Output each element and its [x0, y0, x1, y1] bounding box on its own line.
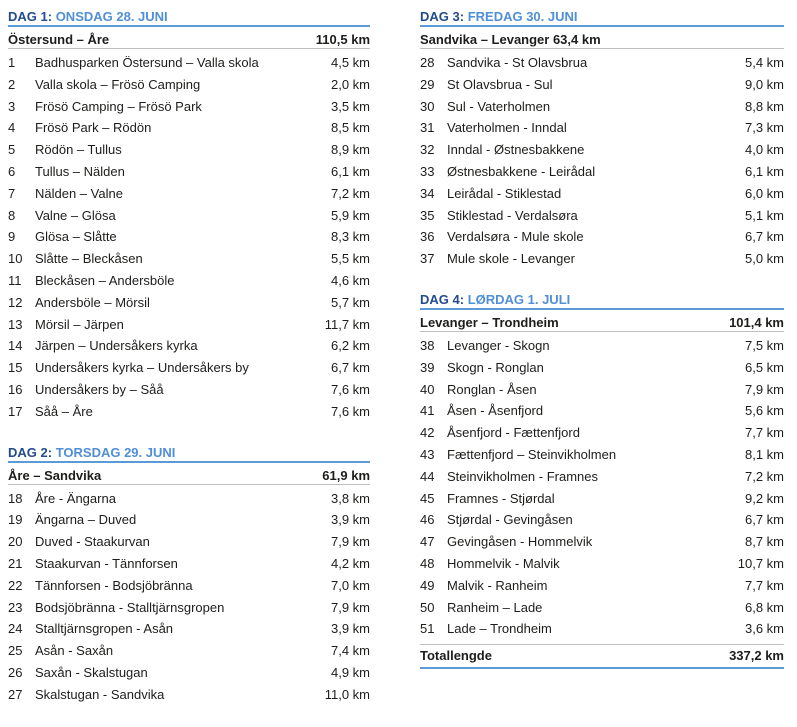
stage-distance: 4,0 km [744, 142, 784, 158]
stage-name: Valla skola – Frösö Camping [35, 76, 201, 92]
stage-number: 14 [8, 338, 23, 354]
stage-distance: 8,9 km [330, 142, 370, 158]
stage-number: 42 [420, 425, 435, 441]
stage-distance: 7,9 km [744, 381, 784, 397]
stage-name: Inndal - Østnesbakkene [447, 142, 585, 158]
stage-distance: 7,2 km [330, 185, 370, 201]
day-date: FREDAG 30. JUNI [467, 9, 578, 24]
stage-number: 22 [8, 577, 23, 593]
stage-number: 9 [8, 229, 16, 245]
stage-distance: 6,2 km [330, 338, 370, 354]
stage-distance: 4,5 km [330, 55, 370, 70]
stage-name: Åsen - Åsenfjord [447, 403, 544, 419]
stage-name: Tullus – Nälden [35, 163, 125, 179]
day-2-section [8, 444, 370, 706]
stage-row [8, 183, 370, 205]
stage-distance: 5,1 km [744, 207, 784, 223]
stage-distance: 4,2 km [330, 555, 370, 571]
stage-number: 37 [420, 251, 435, 267]
stage-row [420, 553, 784, 575]
stage-number: 50 [420, 599, 435, 615]
stage-name: Saxån - Skalstugan [35, 664, 148, 680]
stage-distance: 7,5 km [744, 337, 784, 353]
stage-row [420, 52, 784, 74]
stage-name: Leirådal - Stiklestad [447, 185, 562, 201]
stage-distance: 7,9 km [330, 534, 370, 550]
stage-name: Skogn - Ronglan [447, 359, 544, 375]
stage-name: Slåtte – Bleckåsen [35, 251, 143, 267]
stage-distance: 2,0 km [330, 76, 370, 92]
total-value: 337,2 km [729, 648, 784, 664]
stage-number: 2 [8, 76, 16, 92]
stage-number: 49 [420, 577, 435, 593]
stage-row [420, 400, 784, 422]
stage-number: 38 [420, 337, 435, 353]
stage-number: 48 [420, 555, 435, 571]
stage-name: Nälden – Valne [35, 185, 123, 201]
right-column [420, 8, 784, 690]
stage-row [420, 161, 784, 183]
stage-number: 24 [8, 621, 23, 637]
stage-name: Skalstugan - Sandvika [35, 686, 165, 702]
stage-number: 8 [8, 207, 16, 223]
stage-distance: 7,7 km [744, 425, 784, 441]
stage-name: Bleckåsen – Andersböle [35, 272, 175, 288]
stage-number: 39 [420, 359, 435, 375]
day-label: DAG 4: [420, 291, 465, 307]
stage-list [8, 488, 370, 706]
stage-distance: 7,0 km [330, 577, 370, 593]
stage-row [420, 139, 784, 161]
stage-distance: 3,9 km [330, 512, 370, 528]
stage-name: Framnes - Stjørdal [447, 490, 555, 506]
stage-number: 6 [8, 163, 16, 179]
stage-number: 7 [8, 185, 16, 201]
stage-name: Sandvika - St Olavsbrua [447, 55, 588, 70]
stage-number: 5 [8, 142, 16, 158]
stage-number: 34 [420, 185, 435, 201]
stage-number: 36 [420, 229, 435, 245]
stage-number: 40 [420, 381, 435, 397]
stage-name: Ranheim – Lade [447, 599, 543, 615]
stage-row [420, 618, 784, 640]
stage-row [420, 226, 784, 248]
stage-number: 25 [8, 643, 23, 659]
stage-row [8, 553, 370, 575]
stage-row [420, 205, 784, 227]
stage-name: Frösö Park – Rödön [35, 120, 152, 136]
stage-number: 51 [420, 621, 435, 637]
stage-distance: 7,3 km [744, 120, 784, 136]
stage-row [420, 531, 784, 553]
stage-row [8, 597, 370, 619]
day-label: DAG 1: [8, 9, 53, 24]
stage-name: Badhusparken Östersund – Valla skola [35, 55, 259, 70]
stage-name: Gevingåsen - Hommelvik [447, 534, 593, 550]
stage-distance: 7,6 km [330, 381, 370, 397]
stage-name: St Olavsbrua - Sul [447, 76, 553, 92]
stage-distance: 10,7 km [737, 555, 784, 571]
stage-name: Rödön – Tullus [35, 142, 122, 158]
route-header [420, 31, 784, 49]
stage-number: 3 [8, 98, 16, 114]
stage-number: 44 [420, 468, 435, 484]
stage-number: 12 [8, 294, 23, 310]
day-date: LØRDAG 1. JULI [467, 291, 571, 307]
stage-name: Duved - Staakurvan [35, 534, 150, 550]
stage-distance: 5,6 km [744, 403, 784, 419]
stage-name: Stjørdal - Gevingåsen [447, 512, 573, 528]
stage-name: Åsenfjord - Fættenfjord [447, 425, 580, 441]
stage-name: Vaterholmen - Inndal [447, 120, 567, 136]
stage-name: Frösö Camping – Frösö Park [35, 98, 202, 114]
stage-row [420, 248, 784, 270]
stage-name: Ronglan - Åsen [447, 381, 537, 397]
stage-name: Stiklestad - Verdalsøra [447, 207, 578, 223]
stage-name: Mörsil – Järpen [35, 316, 124, 332]
left-column [8, 8, 370, 727]
route-name: Sandvika – Levanger 63,4 km [420, 32, 601, 47]
stage-distance: 3,9 km [330, 621, 370, 637]
stage-distance: 7,4 km [330, 643, 370, 659]
day-label: DAG 2: [8, 444, 53, 460]
stage-row [8, 270, 370, 292]
stage-name: Mule skole - Levanger [447, 251, 575, 267]
day-1-heading [8, 8, 370, 27]
stage-name: Såå – Åre [35, 403, 93, 419]
stage-distance: 6,5 km [744, 359, 784, 375]
stage-row [8, 575, 370, 597]
stage-row [420, 335, 784, 357]
stage-number: 32 [420, 142, 435, 158]
stage-number: 41 [420, 403, 435, 419]
stage-distance: 8,5 km [330, 120, 370, 136]
stage-name: Staakurvan - Tännforsen [35, 555, 178, 571]
stage-row [8, 74, 370, 96]
stage-name: Levanger - Skogn [447, 337, 550, 353]
stage-distance: 6,7 km [744, 229, 784, 245]
stage-name: Sul - Vaterholmen [447, 98, 551, 114]
stage-distance: 3,8 km [330, 490, 370, 506]
stage-number: 47 [420, 534, 435, 550]
stage-row [8, 96, 370, 118]
stage-row [8, 488, 370, 510]
stage-row [8, 401, 370, 423]
stage-distance: 6,7 km [330, 360, 370, 376]
stage-distance: 7,9 km [330, 599, 370, 615]
route-name: Östersund – Åre [8, 32, 110, 47]
stage-number: 10 [8, 251, 23, 267]
stage-row [8, 117, 370, 139]
stage-number: 26 [8, 664, 23, 680]
stage-row [420, 379, 784, 401]
stage-number: 43 [420, 446, 435, 462]
stage-row [420, 575, 784, 597]
total-label: Totallengde [420, 648, 492, 664]
stage-distance: 9,2 km [744, 490, 784, 506]
stage-name: Malvik - Ranheim [447, 577, 548, 593]
route-name: Levanger – Trondheim [420, 314, 559, 330]
stage-name: Hommelvik - Malvik [447, 555, 560, 571]
day-4-heading [420, 291, 784, 310]
stage-distance: 6,0 km [744, 185, 784, 201]
stage-row [8, 161, 370, 183]
stage-row [8, 226, 370, 248]
day-1-section [8, 8, 370, 423]
stage-name: Bodsjöbränna - Stalltjärnsgropen [35, 599, 225, 615]
stage-name: Undersåkers kyrka – Undersåkers by [35, 360, 249, 376]
stage-number: 4 [8, 120, 16, 136]
stage-number: 13 [8, 316, 23, 332]
stage-number: 27 [8, 686, 23, 702]
stage-distance: 8,1 km [744, 446, 784, 462]
stage-list [8, 52, 370, 423]
stage-row [8, 314, 370, 336]
stage-row [8, 139, 370, 161]
route-header [8, 31, 370, 49]
day-3-section [420, 8, 784, 270]
day-3-heading [420, 8, 784, 27]
stage-number: 1 [8, 55, 16, 70]
stage-list [420, 335, 784, 640]
stage-row [420, 96, 784, 118]
stage-row [8, 52, 370, 74]
stage-number: 15 [8, 360, 23, 376]
stage-name: Åre - Ängarna [35, 490, 116, 506]
stage-row [420, 357, 784, 379]
stage-row [8, 684, 370, 706]
stage-distance: 11,0 km [324, 686, 370, 702]
stage-name: Järpen – Undersåkers kyrka [35, 338, 198, 354]
route-total: 110,5 km [315, 32, 370, 47]
stage-name: Østnesbakkene - Leirådal [447, 163, 596, 179]
stage-name: Steinvikholmen - Framnes [447, 468, 598, 484]
stage-distance: 5,7 km [330, 294, 370, 310]
stage-name: Ängarna – Duved [35, 512, 137, 528]
stage-distance: 6,7 km [744, 512, 784, 528]
stage-row [8, 248, 370, 270]
stage-distance: 8,3 km [330, 229, 370, 245]
stage-number: 35 [420, 207, 435, 223]
stage-row [420, 117, 784, 139]
stage-distance: 5,0 km [744, 251, 784, 267]
stage-number: 23 [8, 599, 23, 615]
stage-row [420, 466, 784, 488]
stage-number: 29 [420, 76, 435, 92]
stage-row [8, 662, 370, 684]
stage-name: Stalltjärnsgropen - Asån [35, 621, 174, 637]
stage-row [8, 640, 370, 662]
stage-name: Tännforsen - Bodsjöbränna [35, 577, 193, 593]
stage-row [8, 335, 370, 357]
stage-row [8, 357, 370, 379]
stage-distance: 6,1 km [744, 163, 784, 179]
stage-distance: 8,7 km [744, 534, 784, 550]
stage-number: 18 [8, 490, 23, 506]
route-name: Åre – Sandvika [8, 467, 102, 483]
stage-row [420, 597, 784, 619]
total-length-row [420, 644, 784, 669]
stage-distance: 5,9 km [330, 207, 370, 223]
stage-distance: 9,0 km [744, 76, 784, 92]
stage-distance: 3,6 km [744, 621, 784, 637]
stage-number: 11 [8, 272, 22, 288]
stage-row [420, 444, 784, 466]
stage-number: 20 [8, 534, 23, 550]
stage-number: 46 [420, 512, 435, 528]
stage-row [8, 205, 370, 227]
stage-distance: 7,2 km [744, 468, 784, 484]
stage-list [420, 52, 784, 270]
stage-row [420, 509, 784, 531]
stage-row [8, 618, 370, 640]
stage-number: 21 [8, 555, 23, 571]
stage-distance: 3,5 km [330, 98, 370, 114]
stage-row [8, 379, 370, 401]
stage-distance: 4,9 km [330, 664, 370, 680]
stage-name: Glösa – Slåtte [35, 229, 117, 245]
stage-row [420, 74, 784, 96]
stage-row [420, 422, 784, 444]
stage-distance: 5,5 km [330, 251, 370, 267]
day-2-heading [8, 444, 370, 463]
route-total: 101,4 km [729, 314, 784, 330]
stage-name: Valne – Glösa [35, 207, 116, 223]
stage-distance: 5,4 km [744, 55, 784, 70]
stage-name: Fættenfjord – Steinvikholmen [447, 446, 617, 462]
stage-row [8, 531, 370, 553]
stage-name: Asån - Saxån [35, 643, 114, 659]
stage-row [420, 183, 784, 205]
stage-distance: 4,6 km [330, 272, 370, 288]
stage-name: Lade – Trondheim [447, 621, 552, 637]
stage-distance: 7,6 km [330, 403, 370, 419]
stage-row [8, 292, 370, 314]
route-header [420, 314, 784, 332]
day-4-section [420, 291, 784, 669]
stage-number: 28 [420, 55, 435, 70]
day-date: ONSDAG 28. JUNI [55, 9, 168, 24]
stage-distance: 6,8 km [744, 599, 784, 615]
stage-name: Verdalsøra - Mule skole [447, 229, 584, 245]
stage-number: 33 [420, 163, 435, 179]
stage-row [420, 488, 784, 510]
stage-number: 16 [8, 381, 23, 397]
stage-row [8, 509, 370, 531]
stage-number: 30 [420, 98, 435, 114]
day-date: TORSDAG 29. JUNI [55, 444, 176, 460]
stage-number: 45 [420, 490, 435, 506]
stage-distance: 8,8 km [744, 98, 784, 114]
stage-distance: 6,1 km [330, 163, 370, 179]
day-label: DAG 3: [420, 9, 465, 24]
stage-distance: 7,7 km [744, 577, 784, 593]
stage-number: 17 [8, 403, 23, 419]
stage-name: Andersböle – Mörsil [35, 294, 150, 310]
stage-number: 31 [420, 120, 435, 136]
stage-number: 19 [8, 512, 23, 528]
route-total: 61,9 km [322, 467, 370, 483]
stage-distance: 11,7 km [324, 316, 370, 332]
route-header [8, 467, 370, 485]
stage-name: Undersåkers by – Såå [35, 381, 164, 397]
